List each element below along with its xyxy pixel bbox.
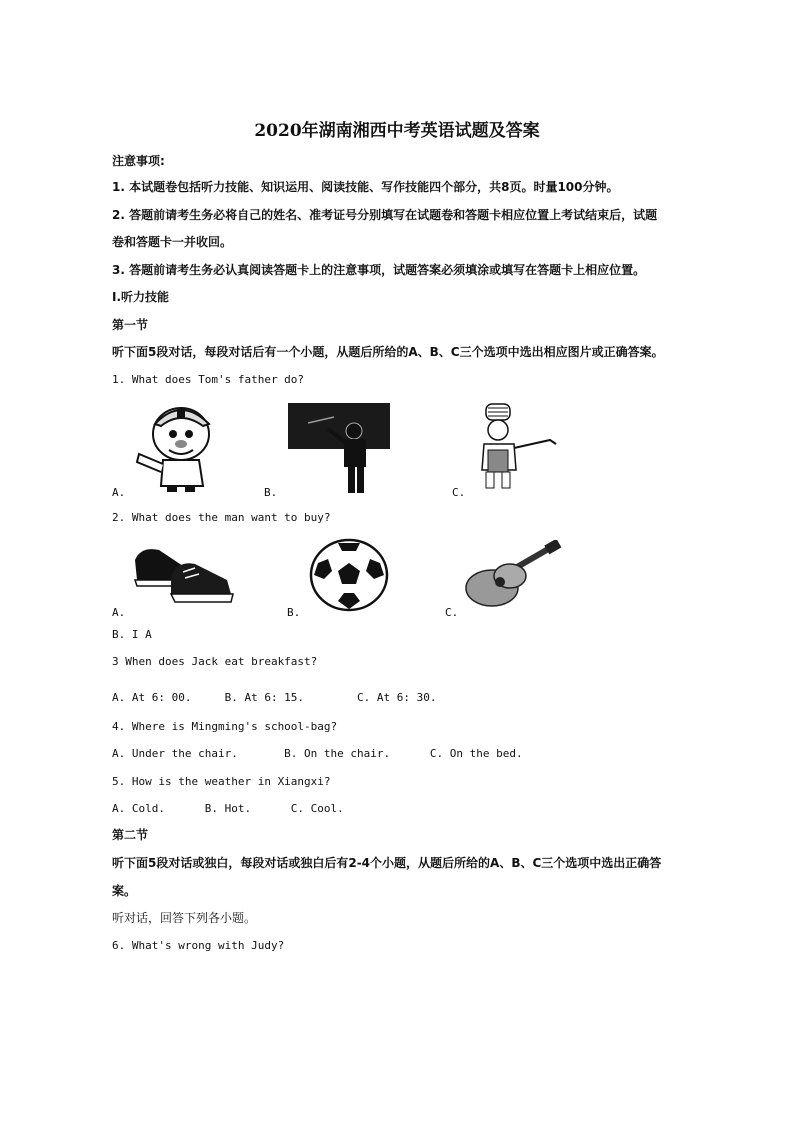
question-5-options: A. Cold. B. Hot. C. Cool. <box>112 802 344 815</box>
notice-item-3: 3. 答题前请考生务必认真阅读答题卡上的注意事项，试题答案必须填涂或填写在答题卡上相应位置。 <box>112 263 646 277</box>
sneakers-picture <box>131 540 237 606</box>
question-6: 6. What's wrong with Judy? <box>112 939 285 952</box>
guitar-picture <box>462 540 562 612</box>
q2-option-c: C. <box>445 606 459 619</box>
q1-option-a: A. <box>112 486 126 499</box>
section-1-heading: 第一节 <box>112 318 149 332</box>
doctor-picture <box>133 400 223 495</box>
football-picture <box>308 537 390 613</box>
section-2-heading: 第二节 <box>112 828 149 842</box>
notice-heading: 注意事项: <box>112 154 165 168</box>
page-title: 2020年湖南湘西中考英语试题及答案 <box>254 121 540 141</box>
listen-instruction: 听对话，回答下列各小题。 <box>112 911 257 925</box>
question-3-options: A. At 6: 00. B. At 6: 15. C. At 6: 30. <box>112 691 437 704</box>
part-heading: I.听力技能 <box>112 290 170 304</box>
cook-picture <box>474 400 564 492</box>
question-2-answer: B. I A <box>112 628 152 641</box>
notice-item-2b: 卷和答题卡一并收回。 <box>112 235 233 249</box>
notice-item-2a: 2. 答题前请考生务必将自己的姓名、准考证号分别填写在试题卷和答题卡相应位置上考试结束后，试题 <box>112 208 658 222</box>
section-1-instructions: 听下面5段对话，每段对话后有一个小题，从题后所给的A、B、C三个选项中选出相应图片或正确答案。 <box>112 345 664 359</box>
question-4: 4. Where is Mingming's school-bag? <box>112 720 338 733</box>
section-2-instructions-a: 听下面5段对话或独白，每段对话或独白后有2-4个小题，从题后所给的A、B、C三个选项中选出正确答 <box>112 856 662 870</box>
section-2-instructions-b: 案。 <box>112 884 137 898</box>
q1-option-b: B. <box>264 486 278 499</box>
question-3: 3 When does Jack eat breakfast? <box>112 655 318 668</box>
q2-option-b: B. <box>287 606 301 619</box>
question-5: 5. How is the weather in Xiangxi? <box>112 775 331 788</box>
q1-option-c: C. <box>452 486 466 499</box>
notice-item-1: 1. 本试题卷包括听力技能、知识运用、阅读技能、写作技能四个部分，共8页。时量100分钟。 <box>112 180 619 194</box>
teacher-picture <box>288 403 392 495</box>
question-1: 1. What does Tom's father do? <box>112 373 305 386</box>
question-2: 2. What does the man want to buy? <box>112 511 331 524</box>
q2-option-a: A. <box>112 606 126 619</box>
question-4-options: A. Under the chair. B. On the chair. C. On the bed. <box>112 747 523 760</box>
